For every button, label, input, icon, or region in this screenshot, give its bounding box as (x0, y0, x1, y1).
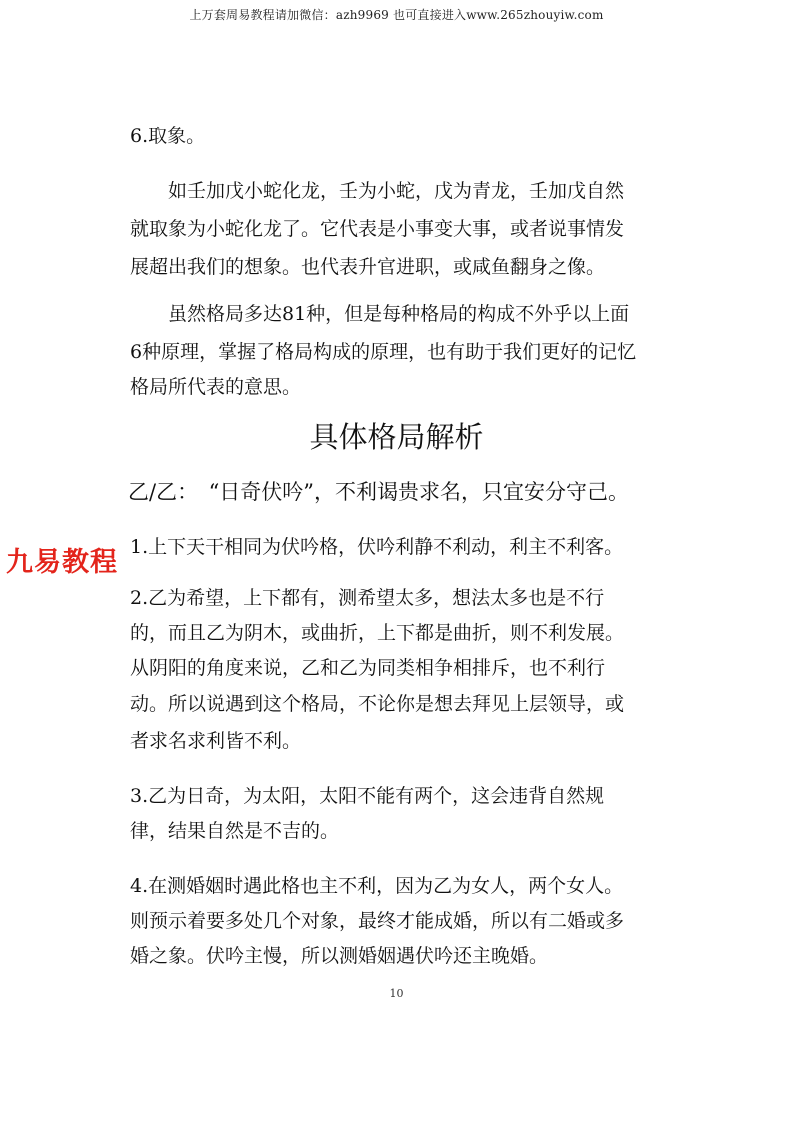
watermark-logo: 九易教程 (6, 547, 118, 578)
list-item: 4.在测婚姻时遇此格也主不利，因为乙为女人，两个女人。 (130, 875, 624, 897)
paragraph-line: 如壬加戊小蛇化龙，壬为小蛇，戊为青龙，壬加戊自然 (130, 180, 625, 202)
list-item: 者求名求利皆不利。 (130, 730, 302, 752)
list-item: 律，结果自然是不吉的。 (130, 820, 340, 842)
list-item: 2.乙为希望，上下都有，测希望太多，想法太多也是不行 (130, 587, 605, 609)
list-item: 婚之象。伏吟主慢，所以测婚姻遇伏吟还主晚婚。 (130, 945, 549, 967)
paragraph-line: 展超出我们的想象。也代表升官进职，或咸鱼翻身之像。 (130, 256, 606, 278)
paragraph-line: 虽然格局多达81种，但是每种格局的构成不外乎以上面 (130, 303, 630, 325)
paragraph-line: 6种原理，掌握了格局构成的原理，也有助于我们更好的记忆 (130, 341, 637, 363)
page-header: 上万套周易教程请加微信：azh9969 也可直接进入www.265zhouyiw.com (189, 8, 604, 22)
list-item: 则预示着要多处几个对象，最终才能成婚，所以有二婚或多 (130, 910, 625, 932)
page-number: 10 (389, 987, 404, 1000)
list-item: 动。所以说遇到这个格局，不论你是想去拜见上层领导，或 (130, 693, 625, 715)
list-item: 从阴阳的角度来说，乙和乙为同类相争相排斥，也不利行 (130, 657, 606, 679)
section-title: 具体格局解析 (309, 420, 484, 454)
paragraph-line: 格局所代表的意思。 (130, 376, 302, 398)
pattern-line: 乙/乙： “日奇伏吟”，不利谒贵求名，只宜安分守己。 (128, 480, 630, 504)
list-item: 3.乙为日奇，为太阳，太阳不能有两个，这会违背自然规 (130, 785, 605, 807)
section-heading: 6.取象。 (130, 125, 206, 147)
list-item: 的，而且乙为阴木，或曲折，上下都是曲折，则不利发展。 (130, 622, 625, 644)
paragraph-line: 就取象为小蛇化龙了。它代表是小事变大事，或者说事情发 (130, 218, 625, 240)
list-item: 1.上下天干相同为伏吟格，伏吟利静不利动，利主不利客。 (130, 536, 624, 558)
